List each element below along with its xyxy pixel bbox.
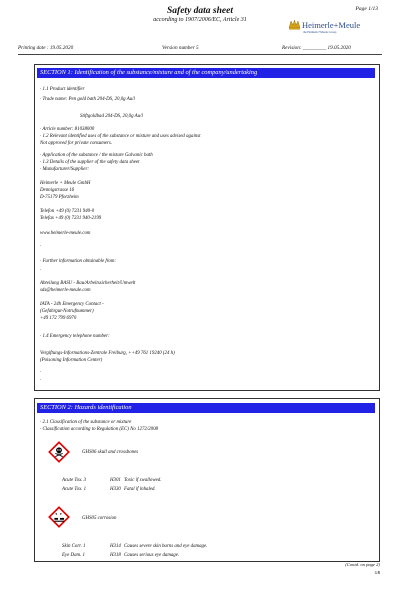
hazard-class: Skin Corr. 1 bbox=[62, 544, 86, 549]
s2-line: · 2.1 Classification of the substance or mixture bbox=[40, 420, 132, 425]
s2-line: · Classification according to Regulation (EC) No 1272/2008 bbox=[40, 427, 159, 432]
hazard-code: H330 bbox=[110, 487, 121, 492]
s1-line: +49 172 799 6970 bbox=[40, 316, 77, 321]
logo-name: Heimerle+Meule bbox=[302, 20, 361, 30]
skull-crossbones-icon bbox=[48, 441, 70, 463]
revision-date: Revision: _________ 19.05.2020 bbox=[282, 45, 351, 51]
page-number: Page 1/13 bbox=[355, 6, 378, 12]
s1-line: · bbox=[40, 378, 42, 383]
s1-line: · bbox=[40, 244, 42, 249]
ghs06-label: GHS06 skull and crossbones bbox=[82, 450, 139, 455]
printing-date: Printing date : 19.05.2020 bbox=[18, 45, 74, 51]
hazard-text: Fatal if inhaled. bbox=[124, 487, 156, 492]
s1-line: · 1.1 Product identifier bbox=[40, 87, 85, 92]
hazard-class: Acute Tox. 1 bbox=[62, 487, 87, 492]
document-title: Safety data sheet bbox=[167, 6, 233, 16]
s1-line: Not approved for private consumers. bbox=[40, 141, 112, 146]
s1-line: · 1.3 Details of the supplier of the safety data sheet bbox=[40, 160, 140, 165]
s1-line: Telefon +49 (0) 7231 940-0 bbox=[40, 209, 95, 214]
s1-line: (Gefahrgut-Notrufnummer) bbox=[40, 309, 94, 314]
s1-line: Vergiftungs-Informations-Zentrale Freiburg, ++49 761 19240 (24 h) bbox=[40, 351, 175, 356]
s1-line: · Trade name: Pen gold bath 204-DS, 20,0g Au/l bbox=[40, 97, 135, 102]
continued-note: (Contd. on page 2) bbox=[345, 562, 380, 567]
hazard-code: H314 bbox=[110, 544, 121, 549]
logo-mark-icon bbox=[288, 18, 301, 31]
s1-line: Stiftgoldbad 204-DS, 20,0g Au/l bbox=[80, 114, 143, 119]
section-1-heading: SECTION 1: Identification of the substance/mixture and of the company/undertaking bbox=[37, 68, 375, 78]
s1-line: D-75179 Pforzheim bbox=[40, 195, 79, 200]
s1-line: sds@heimerle-meule.com bbox=[40, 288, 91, 293]
s1-line: · Manufacturer/Supplier: bbox=[40, 167, 89, 172]
footer-code: GB bbox=[374, 570, 380, 575]
s1-line: · bbox=[40, 370, 42, 375]
hazard-class: Acute Tox. 3 bbox=[62, 478, 87, 483]
hazard-text: Toxic if swallowed. bbox=[124, 478, 162, 483]
hazard-code: H301 bbox=[110, 478, 121, 483]
s1-line: Abteilung BASU - Bau/Arbeitssicherheit/Umwelt bbox=[40, 281, 136, 286]
s1-line: · 1.2 Relevant identified uses of the substance or mixture and uses advised against bbox=[40, 134, 201, 139]
s1-line: · 1.4 Emergency telephone number: bbox=[40, 334, 110, 339]
s1-line: www.heimerle-meule.com bbox=[40, 231, 91, 236]
hazard-code: H318 bbox=[110, 553, 121, 558]
header-divider bbox=[18, 54, 382, 55]
version-number: Version number 5 bbox=[162, 45, 199, 51]
corrosion-icon bbox=[48, 506, 70, 528]
document-subtitle: according to 1907/2006/EC, Article 31 bbox=[153, 17, 247, 23]
section-2-heading: SECTION 2: Hazards identification bbox=[37, 403, 375, 413]
hazard-class: Eye Dam. 1 bbox=[62, 553, 85, 558]
s1-line: (Poisoning Information Center) bbox=[40, 358, 103, 363]
s1-line: Dennigstrasse 16 bbox=[40, 188, 75, 193]
hazard-text: Causes severe skin burns and eye damage. bbox=[124, 544, 208, 549]
hazard-text: Causes serious eye damage. bbox=[124, 553, 180, 558]
logo-tagline: the Heimerle+Meule Group bbox=[303, 30, 337, 34]
s1-line: IATA - 24h Emergency Contact - bbox=[40, 302, 104, 307]
ghs05-label: GHS05 corrosion bbox=[82, 516, 117, 521]
s1-line: · Application of the substance / the mixture Galvanic bath bbox=[40, 153, 153, 158]
s1-line: · bbox=[40, 268, 42, 273]
s1-line: Heimerle + Meule GmbH bbox=[40, 181, 91, 186]
s1-line: · Further information obtainable from: bbox=[40, 259, 117, 264]
s1-line: · Article number: 81038000 bbox=[40, 127, 95, 132]
company-logo bbox=[288, 20, 378, 38]
s1-line: Telefax +49 (0) 7231 940-2199 bbox=[40, 216, 102, 221]
